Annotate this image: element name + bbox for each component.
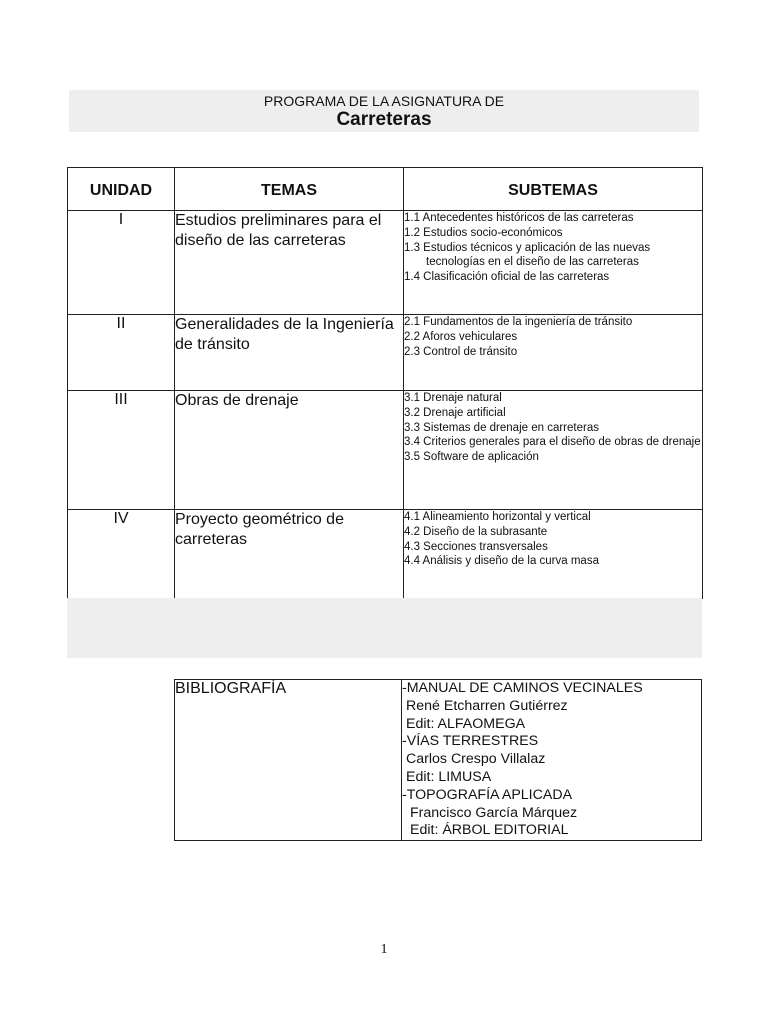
subtema-item: 1.1 Antecedentes históricos de las carreteras bbox=[404, 212, 634, 224]
subtema-item: 4.2 Diseño de la subrasante bbox=[404, 525, 548, 538]
title-block bbox=[69, 90, 699, 132]
table-row bbox=[68, 315, 703, 391]
subtema-item-continuation: tecnologías en el diseño de las carreteras bbox=[426, 256, 639, 269]
subtema-item: 4.4 Análisis y diseño de la curva masa bbox=[404, 555, 599, 568]
column-header-subtemas: SUBTEMAS bbox=[404, 168, 703, 211]
reference-publisher: Edit: ALFAOMEGA bbox=[406, 715, 526, 732]
subtema-item: 4.3 Secciones transversales bbox=[404, 540, 548, 553]
table-row bbox=[68, 211, 703, 315]
syllabus-table bbox=[67, 167, 703, 599]
subtemas-cell bbox=[404, 315, 703, 391]
subtemas-cell bbox=[404, 211, 703, 315]
column-header-unidad: UNIDAD bbox=[68, 168, 175, 211]
unit-cell: II bbox=[68, 315, 175, 391]
bibliography-label: BIBLIOGRAFÍA bbox=[175, 680, 402, 841]
tema-cell: Generalidades de la Ingeniería de tránsito bbox=[175, 315, 404, 391]
bibliography-references bbox=[402, 680, 702, 841]
reference-publisher: Edit: LIMUSA bbox=[406, 768, 492, 785]
subtema-item: 1.4 Clasificación oficial de las carreteras bbox=[404, 271, 610, 284]
subtema-item: 2.2 Aforos vehiculares bbox=[404, 330, 518, 343]
tema-cell: Proyecto geométrico de carreteras bbox=[175, 510, 404, 599]
shaded-band bbox=[67, 598, 702, 658]
subtema-item: 2.1 Fundamentos de la ingeniería de tránsito bbox=[404, 316, 633, 328]
table-row bbox=[175, 680, 702, 841]
subtemas-cell bbox=[404, 510, 703, 599]
subtema-item: 1.3 Estudios técnicos y aplicación de las nuevas bbox=[404, 241, 651, 254]
tema-cell: Estudios preliminares para el diseño de las carreteras bbox=[175, 211, 404, 315]
table-header-row bbox=[68, 168, 703, 211]
reference-author: Francisco García Márquez bbox=[410, 804, 578, 821]
subtema-item: 3.3 Sistemas de drenaje en carreteras bbox=[404, 421, 599, 434]
program-heading: PROGRAMA DE LA ASIGNATURA DE bbox=[263, 93, 505, 109]
subtemas-cell bbox=[404, 391, 703, 510]
unit-cell: I bbox=[68, 211, 175, 315]
subtema-item: 2.3 Control de tránsito bbox=[404, 345, 518, 358]
reference-title: -TOPOGRAFÍA APLICADA bbox=[402, 786, 573, 803]
subtema-item: 3.2 Drenaje artificial bbox=[404, 406, 506, 419]
page-number: 1 bbox=[380, 942, 388, 957]
bibliography-table bbox=[174, 679, 702, 841]
reference-author: Carlos Crespo Villalaz bbox=[406, 751, 546, 768]
subtema-item: 1.2 Estudios socio-económicos bbox=[404, 226, 563, 239]
subject-title: Carreteras bbox=[336, 109, 432, 130]
subtema-item: 4.1 Alineamiento horizontal y vertical bbox=[404, 511, 591, 523]
reference-author: René Etcharren Gutiérrez bbox=[406, 697, 568, 714]
unit-cell: III bbox=[68, 391, 175, 510]
column-header-temas: TEMAS bbox=[175, 168, 404, 211]
unit-cell: IV bbox=[68, 510, 175, 599]
reference-title: -VÍAS TERRESTRES bbox=[402, 733, 539, 750]
subtema-item: 3.5 Software de aplicación bbox=[404, 451, 539, 464]
table-row bbox=[68, 391, 703, 510]
reference-publisher: Edit: ÁRBOL EDITORIAL bbox=[410, 822, 569, 839]
subtema-item: 3.1 Drenaje natural bbox=[404, 392, 502, 404]
reference-title: -MANUAL DE CAMINOS VECINALES bbox=[402, 680, 643, 696]
tema-cell: Obras de drenaje bbox=[175, 391, 404, 510]
subtema-item: 3.4 Criterios generales para el diseño de obras de drenaje bbox=[404, 436, 701, 449]
table-row bbox=[68, 510, 703, 599]
